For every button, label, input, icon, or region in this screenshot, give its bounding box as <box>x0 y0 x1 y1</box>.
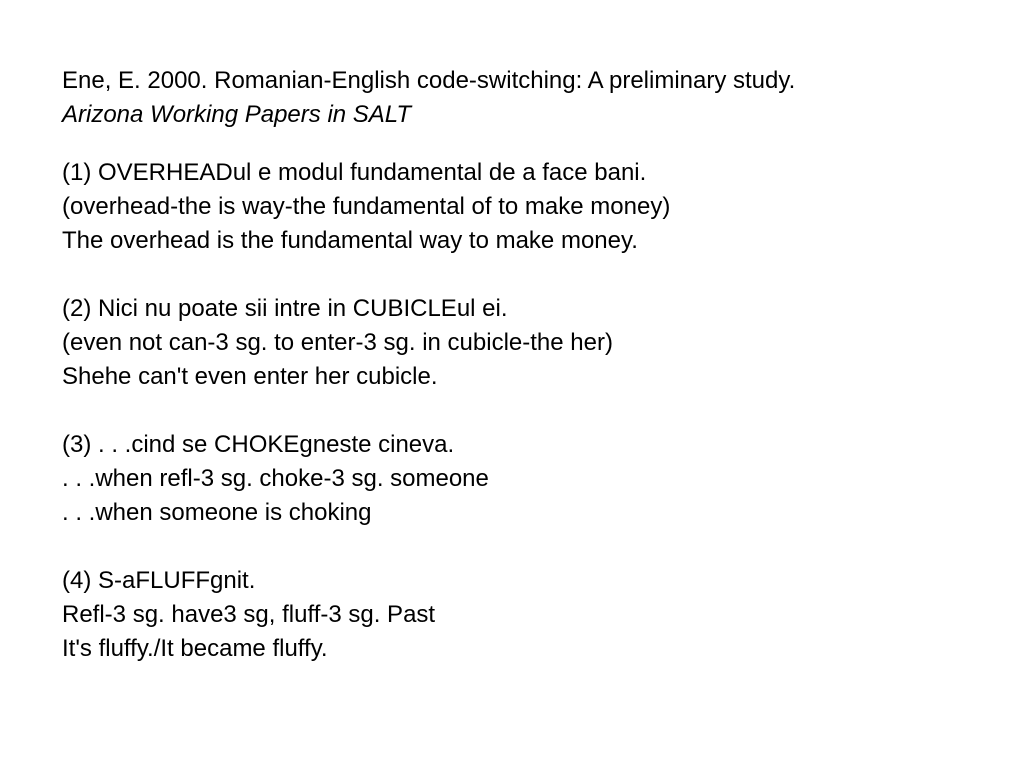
example-gloss: Refl-3 sg. have3 sg, fluff-3 sg. Past <box>62 601 436 628</box>
example-gloss: . . .when refl-3 sg. choke-3 sg. someone <box>62 465 489 492</box>
example-original: (2) Nici nu poate sii intre in CUBICLEul ei. <box>62 295 508 322</box>
example-3 <box>62 428 1002 530</box>
example-translation: The overhead is the fundamental way to make money. <box>62 227 638 254</box>
example-4 <box>62 564 1002 666</box>
slide-content <box>62 64 1002 700</box>
example-gloss: (even not can-3 sg. to enter-3 sg. in cubicle-the her) <box>62 329 613 356</box>
example-original: (1) OVERHEADul e modul fundamental de a face bani. <box>62 159 647 186</box>
example-1 <box>62 156 1002 258</box>
example-translation: It's fluffy./It became fluffy. <box>62 635 328 662</box>
example-translation: . . .when someone is choking <box>62 499 372 526</box>
citation-reference: Ene, E. 2000. Romanian-English code-switching: A preliminary study. <box>62 67 796 94</box>
example-gloss: (overhead-the is way-the fundamental of to make money) <box>62 193 671 220</box>
citation <box>62 64 1002 132</box>
example-translation: Shehe can't even enter her cubicle. <box>62 363 438 390</box>
citation-journal: Arizona Working Papers in SALT <box>62 101 412 128</box>
example-original: (3) . . .cind se CHOKEgneste cineva. <box>62 431 455 458</box>
example-2 <box>62 292 1002 394</box>
example-original: (4) S-aFLUFFgnit. <box>62 567 256 594</box>
